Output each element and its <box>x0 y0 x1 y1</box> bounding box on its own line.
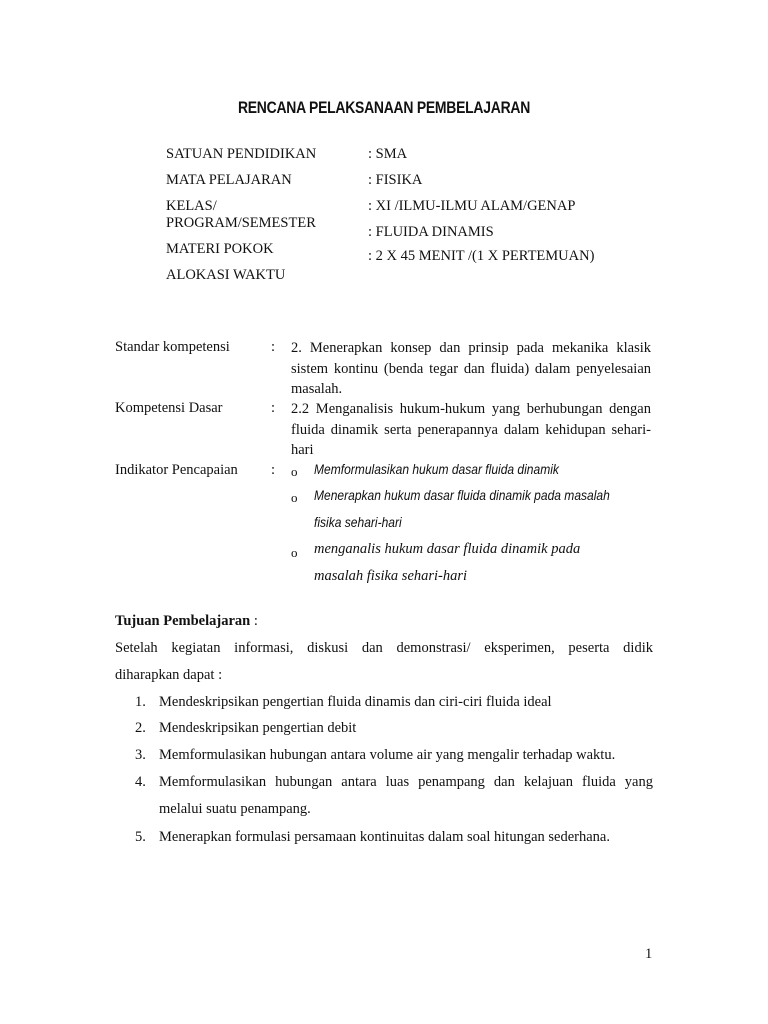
indicator-bullet-3: o <box>291 545 298 560</box>
document-title: RENCANA PELAKSANAAN PEMBELAJARAN <box>237 98 531 117</box>
materi-value: : FLUIDA DINAMIS <box>368 224 494 240</box>
list-item-2-num: 2. <box>135 720 146 736</box>
standar-colon: : <box>271 339 276 355</box>
indikator-label: Indikator Pencapaian <box>115 462 238 478</box>
list-item-3: Memformulasikan hubungan antara volume air yang mengalir terhadap waktu. <box>159 747 616 763</box>
mapel-value: : FISIKA <box>368 172 423 188</box>
indicator-3-line2: masalah fisika sehari-hari <box>314 568 468 584</box>
tujuan-heading <box>115 613 258 630</box>
kelas-value: : XI /ILMU-ILMU ALAM/GENAP <box>368 198 576 214</box>
list-item-4-cont: melalui suatu penampang. <box>159 801 311 817</box>
list-item-3-num: 3. <box>135 747 146 763</box>
standar-label: Standar kompetensi <box>115 339 230 355</box>
kelas-label-line2: PROGRAM/SEMESTER <box>166 215 316 231</box>
indicator-bullet-1: o <box>291 464 298 479</box>
list-item-4-num: 4. <box>135 774 146 790</box>
tujuan-intro-line2: diharapkan dapat : <box>115 667 223 683</box>
alokasi-value: : 2 X 45 MENIT /(1 X PERTEMUAN) <box>368 248 595 264</box>
alokasi-label: ALOKASI WAKTU <box>166 267 286 283</box>
mapel-label: MATA PELAJARAN <box>166 172 292 188</box>
list-item-2: Mendeskripsikan pengertian debit <box>159 720 357 736</box>
tujuan-heading-text: Tujuan Pembelajaran <box>115 613 251 629</box>
indicator-1: Memformulasikan hukum dasar fluida dinamik <box>314 461 559 477</box>
satuan-value: : SMA <box>368 146 408 162</box>
indicator-3-line1: menganalis hukum dasar fluida dinamik pada <box>314 541 581 557</box>
dasar-text: 2.2 Menganalisis hukum-hukum yang berhubungan dengan fluida dinamik serta penerapannya dalam kehidupan sehari-hari <box>291 401 651 458</box>
materi-label: MATERI POKOK <box>166 241 274 257</box>
indicator-bullet-2: o <box>291 490 298 505</box>
list-item-1-num: 1. <box>135 694 146 710</box>
page-number: 1 <box>645 946 653 962</box>
indikator-colon: : <box>271 462 276 478</box>
standar-text: 2. Menerapkan konsep dan prinsip pada mekanika klasik sistem kontinu (benda tegar dan fluida) dalam penyelesaian masalah. <box>291 340 651 397</box>
list-item-4: Memformulasikan hubungan antara luas penampang dan kelajuan fluida yang <box>159 774 653 790</box>
list-item-5: Menerapkan formulasi persamaan kontinuitas dalam soal hitungan sederhana. <box>159 829 610 845</box>
tujuan-intro-line1: Setelah kegiatan informasi, diskusi dan demonstrasi/ eksperimen, peserta didik <box>115 640 653 656</box>
tujuan-heading-colon: : <box>250 613 258 629</box>
indicator-2-line2: fisika sehari-hari <box>314 514 402 530</box>
list-item-5-num: 5. <box>135 829 146 845</box>
indicator-2-line1: Menerapkan hukum dasar fluida dinamik pada masalah <box>314 487 610 503</box>
dasar-label: Kompetensi Dasar <box>115 400 223 416</box>
list-item-1: Mendeskripsikan pengertian fluida dinamis dan ciri-ciri fluida ideal <box>159 694 552 710</box>
satuan-label: SATUAN PENDIDIKAN <box>166 146 317 162</box>
dasar-colon: : <box>271 400 276 416</box>
kelas-label-line1: KELAS/ <box>166 198 217 214</box>
